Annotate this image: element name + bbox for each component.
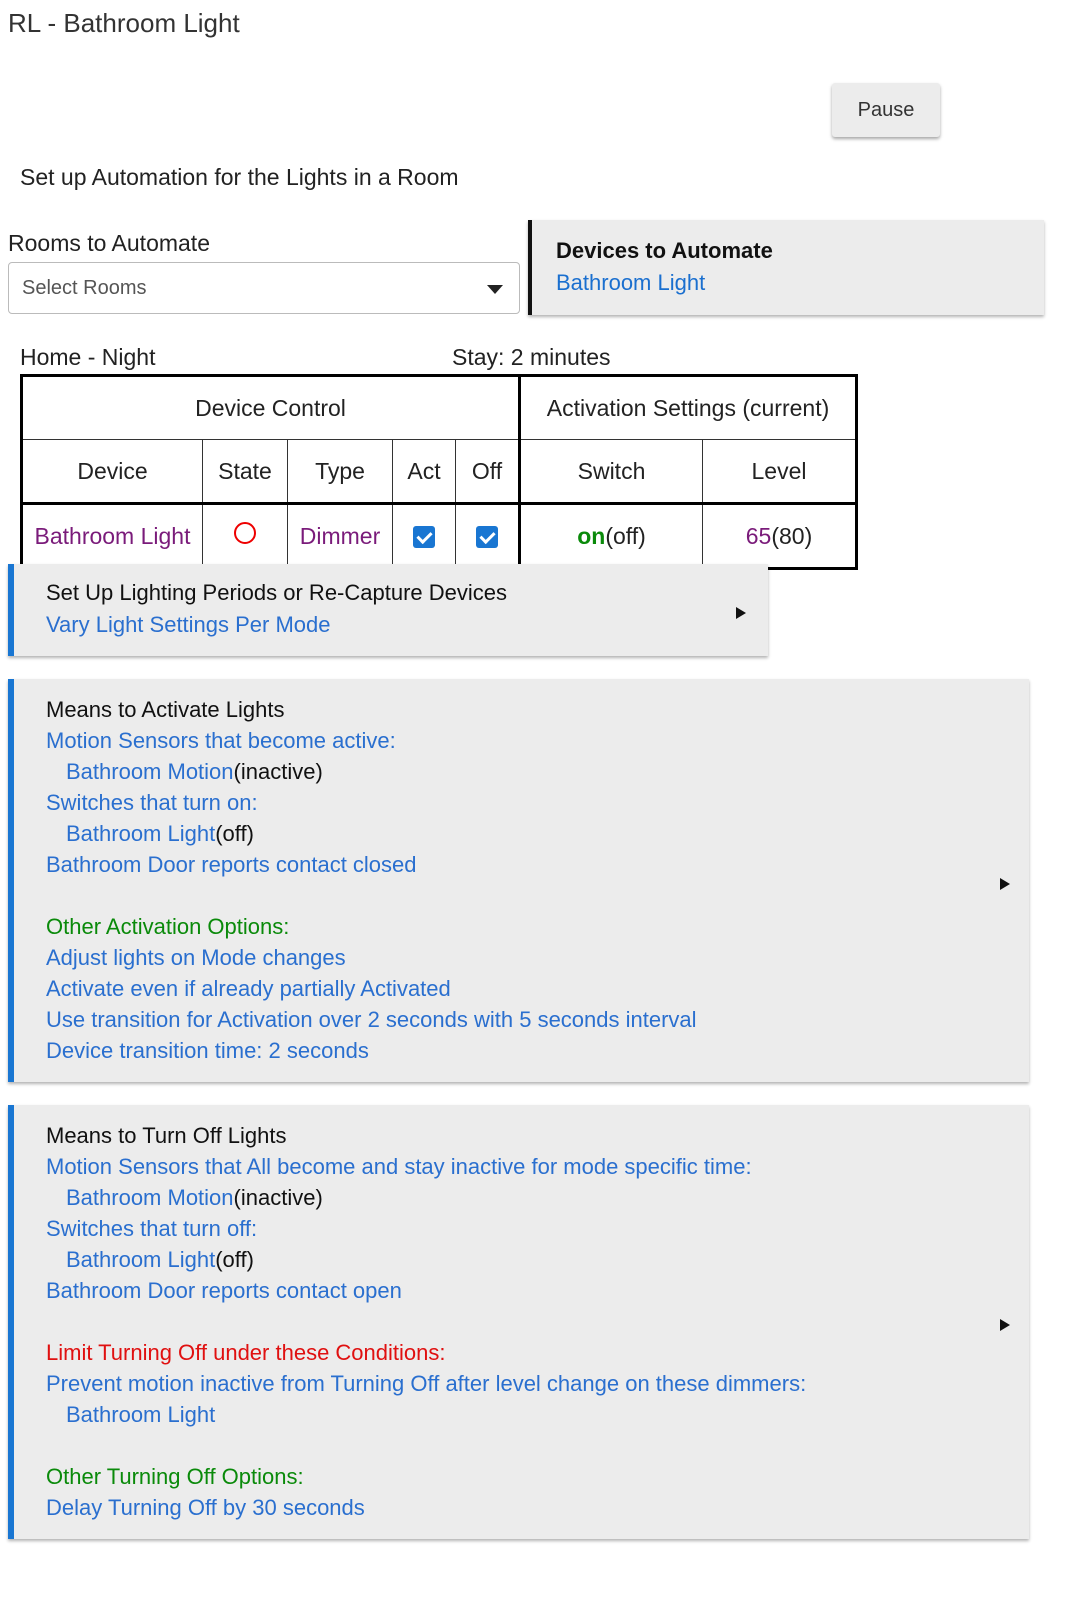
off-switch-item	[66, 1247, 254, 1273]
off-switch-state: (off)	[215, 1247, 254, 1272]
level-setting: 65	[745, 522, 772, 549]
off-limit-label: Limit Turning Off under these Conditions:	[46, 1340, 446, 1365]
page-subtitle: Set up Automation for the Lights in a Room	[20, 164, 459, 190]
devices-label: Devices to Automate	[556, 238, 773, 263]
off-motion-label: Motion Sensors that All become and stay inactive for mode specific time:	[46, 1154, 752, 1179]
row-device-link[interactable]: Bathroom Light	[22, 504, 203, 569]
expand-arrow-icon	[736, 607, 746, 619]
activate-motion-device: Bathroom Motion	[66, 759, 234, 784]
row-act[interactable]	[393, 504, 456, 569]
col-header-level: Level	[703, 440, 857, 504]
activate-motion-state: (inactive)	[233, 759, 323, 784]
group-header-device-control: Device Control	[22, 376, 520, 440]
off-motion-item	[66, 1185, 323, 1211]
off-limit-text: Prevent motion inactive from Turning Off after level change on these dimmers:	[46, 1371, 807, 1396]
periods-panel[interactable]	[8, 564, 768, 656]
off-other-text: Delay Turning Off by 30 seconds	[46, 1495, 365, 1520]
state-off-icon	[234, 522, 256, 544]
activate-switch-item	[66, 821, 254, 847]
periods-panel-link: Vary Light Settings Per Mode	[46, 612, 331, 637]
activate-panel-title: Means to Activate Lights	[46, 697, 285, 722]
devices-value-link[interactable]: Bathroom Light	[556, 270, 706, 295]
activate-panel[interactable]	[8, 679, 1029, 1082]
activate-other-label: Other Activation Options:	[46, 914, 290, 939]
activate-option: Activate even if already partially Activated	[46, 976, 451, 1001]
mode-label: Home - Night	[20, 344, 156, 370]
off-switch-device: Bathroom Light	[66, 1247, 216, 1272]
periods-panel-title: Set Up Lighting Periods or Re-Capture Devices	[46, 580, 508, 605]
device-control-table	[20, 374, 858, 570]
activate-switch-label: Switches that turn on:	[46, 790, 258, 815]
page-title: RL - Bathroom Light	[8, 8, 240, 38]
activate-motion-label: Motion Sensors that become active:	[46, 728, 396, 753]
col-header-device: Device	[22, 440, 203, 504]
col-header-off: Off	[456, 440, 520, 504]
off-panel-title: Means to Turn Off Lights	[46, 1123, 287, 1148]
off-other-label: Other Turning Off Options:	[46, 1464, 304, 1489]
switch-setting: on	[577, 522, 606, 549]
col-header-switch: Switch	[520, 440, 703, 504]
rooms-label: Rooms to Automate	[8, 230, 210, 256]
col-header-type: Type	[288, 440, 393, 504]
row-switch[interactable]	[520, 504, 703, 569]
activate-motion-item	[66, 759, 323, 785]
act-checkbox[interactable]	[413, 526, 435, 548]
off-limit-device: Bathroom Light	[66, 1402, 216, 1427]
activate-contact: Bathroom Door reports contact closed	[46, 852, 417, 877]
off-motion-device: Bathroom Motion	[66, 1185, 234, 1210]
expand-arrow-icon	[1000, 1319, 1010, 1331]
off-switch-label: Switches that turn off:	[46, 1216, 258, 1241]
devices-to-automate[interactable]	[528, 220, 1044, 315]
table-row	[22, 504, 857, 569]
row-type-link[interactable]: Dimmer	[288, 504, 393, 569]
turn-off-panel[interactable]	[8, 1105, 1029, 1539]
switch-current: (off)	[605, 522, 646, 549]
activate-switch-device: Bathroom Light	[66, 821, 216, 846]
col-header-state: State	[203, 440, 288, 504]
rooms-select-placeholder: Select Rooms	[22, 277, 147, 299]
activate-option: Use transition for Activation over 2 seconds with 5 seconds interval	[46, 1007, 697, 1032]
activate-switch-state: (off)	[215, 821, 254, 846]
off-motion-state: (inactive)	[233, 1185, 323, 1210]
off-contact: Bathroom Door reports contact open	[46, 1278, 402, 1303]
row-state[interactable]	[203, 504, 288, 569]
level-current: (80)	[771, 522, 813, 549]
row-level[interactable]	[703, 504, 857, 569]
caret-down-icon	[487, 285, 503, 294]
col-header-act: Act	[393, 440, 456, 504]
expand-arrow-icon	[1000, 878, 1010, 890]
rooms-select[interactable]	[8, 262, 520, 314]
off-checkbox[interactable]	[476, 526, 498, 548]
pause-button[interactable]: Pause	[832, 83, 940, 137]
stay-label: Stay: 2 minutes	[452, 344, 611, 370]
activate-option: Device transition time: 2 seconds	[46, 1038, 369, 1063]
activate-option: Adjust lights on Mode changes	[46, 945, 346, 970]
group-header-activation-settings: Activation Settings (current)	[520, 376, 857, 440]
row-off[interactable]	[456, 504, 520, 569]
